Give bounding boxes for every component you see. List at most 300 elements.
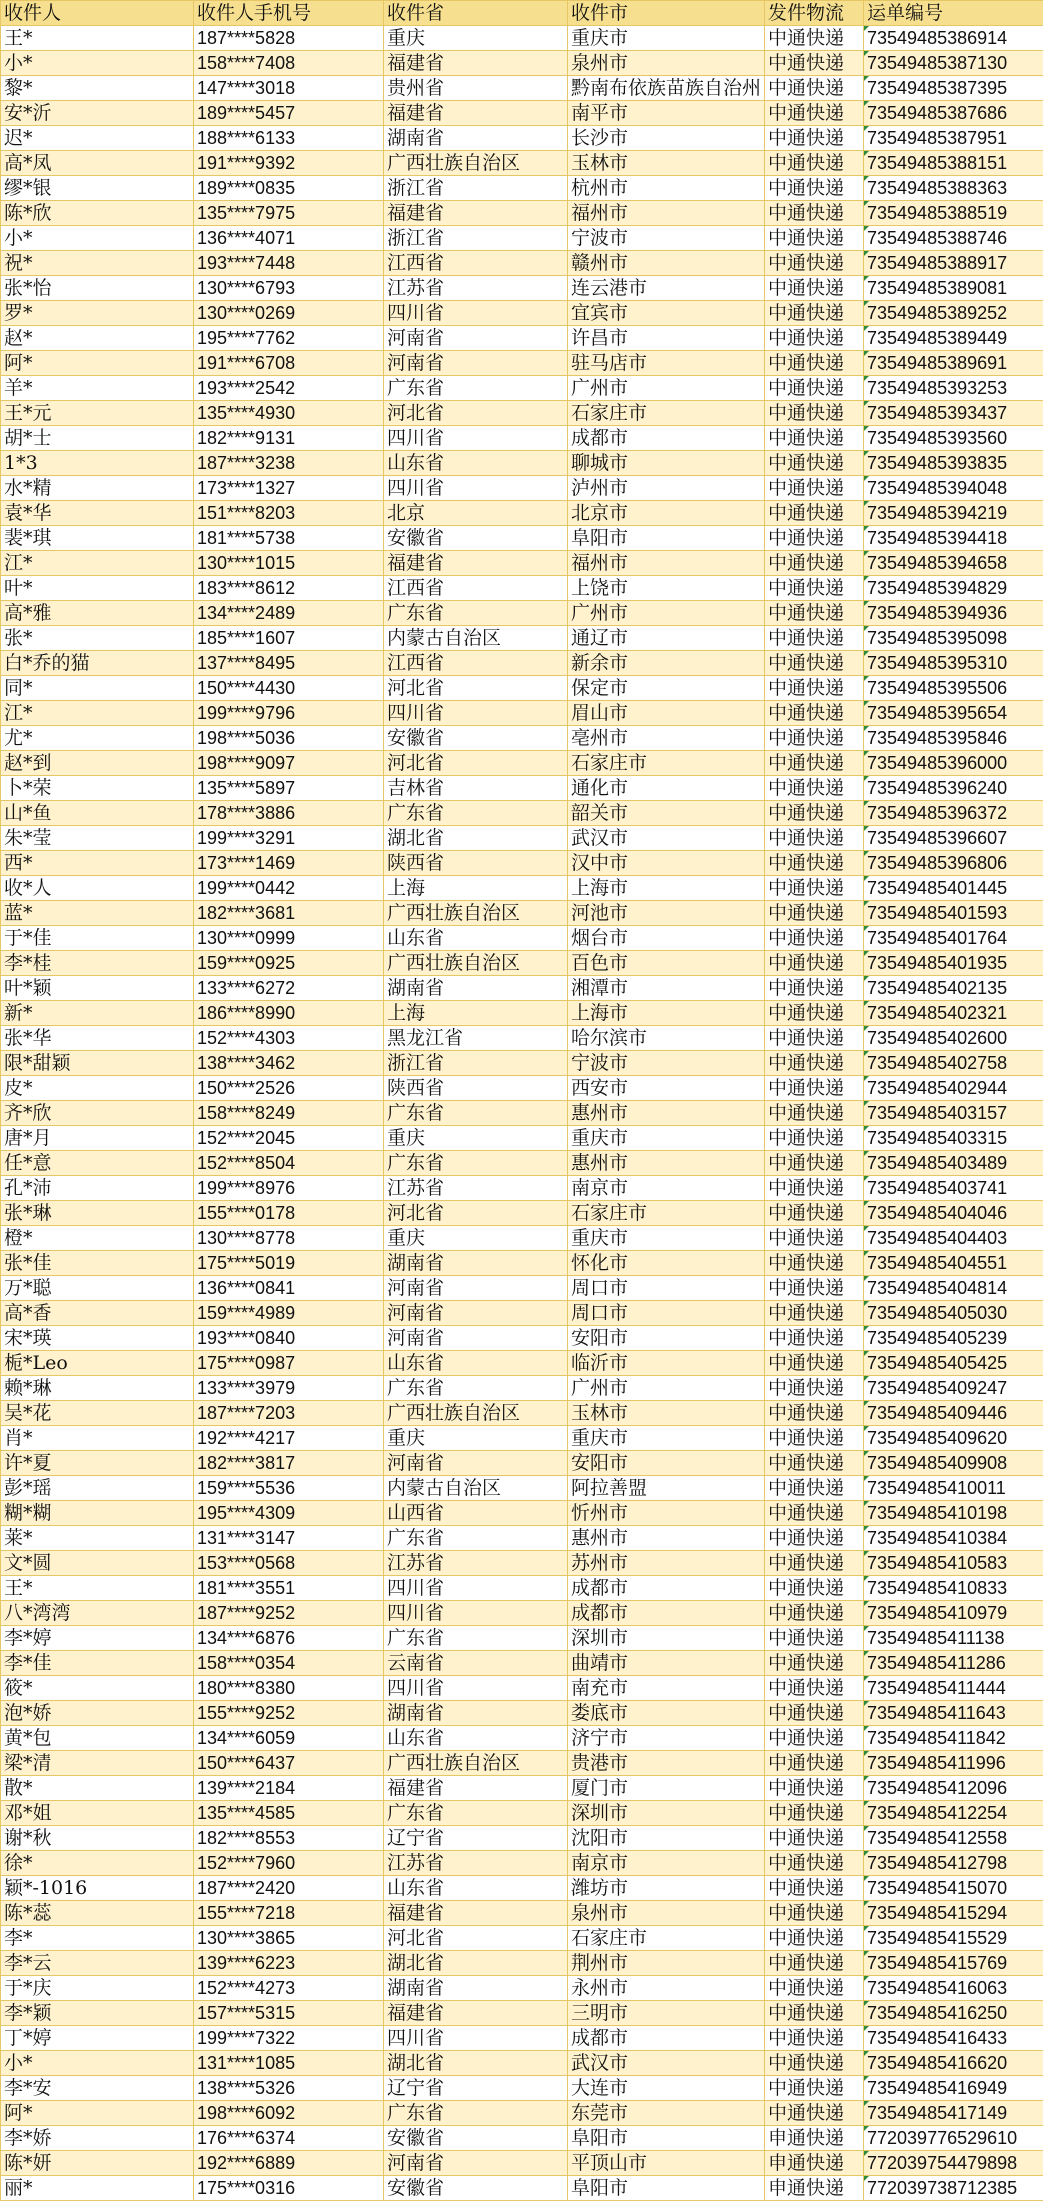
recipient-cell[interactable]: 张*佳 [1,1251,194,1276]
tracking-number-cell[interactable]: 73549485412096 [864,1776,1043,1801]
carrier-cell[interactable]: 中通快递 [765,2076,864,2101]
table-row[interactable] [1,1226,1043,1251]
carrier-cell[interactable]: 中通快递 [765,1676,864,1701]
recipient-cell[interactable]: 莱* [1,1526,194,1551]
recipient-cell[interactable]: 同* [1,676,194,701]
table-row[interactable] [1,1426,1043,1451]
province-cell[interactable]: 广东省 [384,376,568,401]
tracking-number-cell[interactable]: 73549485409908 [864,1451,1043,1476]
tracking-number-cell[interactable]: 73549485404403 [864,1226,1043,1251]
table-row[interactable] [1,101,1043,126]
province-cell[interactable]: 福建省 [384,101,568,126]
province-cell[interactable]: 广东省 [384,1376,568,1401]
carrier-cell[interactable]: 中通快递 [765,726,864,751]
tracking-number-cell[interactable]: 73549485411286 [864,1651,1043,1676]
carrier-cell[interactable]: 中通快递 [765,1926,864,1951]
city-cell[interactable]: 武汉市 [568,2051,765,2076]
city-cell[interactable]: 赣州市 [568,251,765,276]
table-row[interactable] [1,1026,1043,1051]
table-row[interactable] [1,851,1043,876]
city-cell[interactable]: 惠州市 [568,1101,765,1126]
province-cell[interactable]: 河北省 [384,1926,568,1951]
phone-cell[interactable]: 185****1607 [194,626,384,651]
carrier-cell[interactable]: 中通快递 [765,51,864,76]
table-row[interactable] [1,1401,1043,1426]
tracking-number-cell[interactable]: 73549485395846 [864,726,1043,751]
city-cell[interactable]: 广州市 [568,601,765,626]
province-cell[interactable]: 云南省 [384,1651,568,1676]
province-cell[interactable]: 广东省 [384,1151,568,1176]
carrier-cell[interactable]: 中通快递 [765,1251,864,1276]
phone-cell[interactable]: 182****3817 [194,1451,384,1476]
recipient-cell[interactable]: 小* [1,226,194,251]
province-cell[interactable]: 河北省 [384,751,568,776]
city-cell[interactable]: 周口市 [568,1301,765,1326]
table-row[interactable] [1,1551,1043,1576]
province-cell[interactable]: 上海 [384,1001,568,1026]
table-row[interactable] [1,2076,1043,2101]
province-cell[interactable]: 陕西省 [384,851,568,876]
tracking-number-cell[interactable]: 73549485411842 [864,1726,1043,1751]
city-cell[interactable]: 眉山市 [568,701,765,726]
city-cell[interactable]: 通化市 [568,776,765,801]
tracking-number-cell[interactable]: 73549485395098 [864,626,1043,651]
recipient-cell[interactable]: 齐*欣 [1,1101,194,1126]
recipient-cell[interactable]: 安*沂 [1,101,194,126]
recipient-cell[interactable]: 橙* [1,1226,194,1251]
city-cell[interactable]: 成都市 [568,2026,765,2051]
province-cell[interactable]: 湖南省 [384,1976,568,2001]
phone-cell[interactable]: 130****1015 [194,551,384,576]
city-cell[interactable]: 重庆市 [568,26,765,51]
city-cell[interactable]: 烟台市 [568,926,765,951]
recipient-cell[interactable]: 李*娇 [1,2126,194,2151]
table-row[interactable] [1,726,1043,751]
province-cell[interactable]: 广东省 [384,1101,568,1126]
carrier-cell[interactable]: 中通快递 [765,576,864,601]
phone-cell[interactable]: 187****2420 [194,1876,384,1901]
phone-cell[interactable]: 157****5315 [194,2001,384,2026]
province-cell[interactable]: 广西壮族自治区 [384,951,568,976]
province-cell[interactable]: 重庆 [384,1426,568,1451]
tracking-number-cell[interactable]: 73549485411444 [864,1676,1043,1701]
city-cell[interactable]: 苏州市 [568,1551,765,1576]
phone-cell[interactable]: 134****6876 [194,1626,384,1651]
carrier-cell[interactable]: 中通快递 [765,1901,864,1926]
carrier-cell[interactable]: 中通快递 [765,1451,864,1476]
carrier-cell[interactable]: 中通快递 [765,276,864,301]
tracking-number-cell[interactable]: 73549485415294 [864,1901,1043,1926]
table-row[interactable] [1,1051,1043,1076]
phone-cell[interactable]: 192****6889 [194,2151,384,2176]
table-row[interactable] [1,1601,1043,1626]
province-cell[interactable]: 浙江省 [384,226,568,251]
table-row[interactable] [1,1001,1043,1026]
carrier-cell[interactable]: 中通快递 [765,2026,864,2051]
carrier-cell[interactable]: 中通快递 [765,1526,864,1551]
tracking-number-cell[interactable]: 73549485409446 [864,1401,1043,1426]
table-row[interactable] [1,376,1043,401]
phone-cell[interactable]: 175****0316 [194,2176,384,2201]
city-cell[interactable]: 福州市 [568,201,765,226]
table-row[interactable] [1,26,1043,51]
table-row[interactable] [1,1151,1043,1176]
tracking-number-cell[interactable]: 73549485396372 [864,801,1043,826]
province-cell[interactable]: 广东省 [384,801,568,826]
carrier-cell[interactable]: 中通快递 [765,326,864,351]
table-row[interactable] [1,876,1043,901]
carrier-cell[interactable]: 中通快递 [765,1176,864,1201]
city-cell[interactable]: 深圳市 [568,1801,765,1826]
phone-cell[interactable]: 187****7203 [194,1401,384,1426]
city-cell[interactable]: 厦门市 [568,1776,765,1801]
table-row[interactable] [1,1476,1043,1501]
table-row[interactable] [1,451,1043,476]
phone-cell[interactable]: 187****3238 [194,451,384,476]
table-row[interactable] [1,301,1043,326]
table-row[interactable] [1,601,1043,626]
table-row[interactable] [1,1501,1043,1526]
province-cell[interactable]: 山东省 [384,1351,568,1376]
tracking-number-cell[interactable]: 73549485411138 [864,1626,1043,1651]
recipient-cell[interactable]: 西* [1,851,194,876]
phone-cell[interactable]: 135****4930 [194,401,384,426]
tracking-number-cell[interactable]: 73549485395506 [864,676,1043,701]
city-cell[interactable]: 安阳市 [568,1451,765,1476]
province-cell[interactable]: 福建省 [384,201,568,226]
city-cell[interactable]: 通辽市 [568,626,765,651]
table-row[interactable] [1,1076,1043,1101]
city-cell[interactable]: 亳州市 [568,726,765,751]
phone-cell[interactable]: 130****0999 [194,926,384,951]
carrier-cell[interactable]: 中通快递 [765,826,864,851]
city-cell[interactable]: 东莞市 [568,2101,765,2126]
phone-cell[interactable]: 199****0442 [194,876,384,901]
table-row[interactable] [1,326,1043,351]
table-row[interactable] [1,1201,1043,1226]
recipient-cell[interactable]: 张*华 [1,1026,194,1051]
table-row[interactable] [1,801,1043,826]
table-row[interactable] [1,426,1043,451]
header-carrier[interactable]: 发件物流 [765,1,864,26]
table-row[interactable] [1,1451,1043,1476]
tracking-number-cell[interactable]: 73549485394829 [864,576,1043,601]
province-cell[interactable]: 北京 [384,501,568,526]
province-cell[interactable]: 广西壮族自治区 [384,151,568,176]
carrier-cell[interactable]: 中通快递 [765,1826,864,1851]
phone-cell[interactable]: 131****3147 [194,1526,384,1551]
recipient-cell[interactable]: 陈*蕊 [1,1901,194,1926]
province-cell[interactable]: 河南省 [384,1451,568,1476]
province-cell[interactable]: 四川省 [384,1576,568,1601]
phone-cell[interactable]: 158****0354 [194,1651,384,1676]
phone-cell[interactable]: 133****6272 [194,976,384,1001]
province-cell[interactable]: 山东省 [384,926,568,951]
recipient-cell[interactable]: 李*云 [1,1951,194,1976]
table-row[interactable] [1,1776,1043,1801]
phone-cell[interactable]: 186****8990 [194,1001,384,1026]
tracking-number-cell[interactable]: 73549485403741 [864,1176,1043,1201]
tracking-number-cell[interactable]: 73549485417149 [864,2101,1043,2126]
city-cell[interactable]: 泉州市 [568,1901,765,1926]
tracking-number-cell[interactable]: 73549485412558 [864,1826,1043,1851]
carrier-cell[interactable]: 中通快递 [765,451,864,476]
table-row[interactable] [1,76,1043,101]
recipient-cell[interactable]: 张*怡 [1,276,194,301]
recipient-cell[interactable]: 于*佳 [1,926,194,951]
header-city[interactable]: 收件市 [568,1,765,26]
province-cell[interactable]: 山西省 [384,1501,568,1526]
carrier-cell[interactable]: 中通快递 [765,1976,864,2001]
recipient-cell[interactable]: 祝* [1,251,194,276]
carrier-cell[interactable]: 中通快递 [765,501,864,526]
province-cell[interactable]: 河北省 [384,401,568,426]
province-cell[interactable]: 湖北省 [384,826,568,851]
table-row[interactable] [1,2051,1043,2076]
tracking-number-cell[interactable]: 772039754479898 [864,2151,1043,2176]
table-row[interactable] [1,951,1043,976]
recipient-cell[interactable]: 唐*月 [1,1126,194,1151]
recipient-cell[interactable]: 李*婷 [1,1626,194,1651]
table-row[interactable] [1,901,1043,926]
carrier-cell[interactable]: 中通快递 [765,176,864,201]
phone-cell[interactable]: 189****0835 [194,176,384,201]
phone-cell[interactable]: 130****6793 [194,276,384,301]
phone-cell[interactable]: 183****8612 [194,576,384,601]
city-cell[interactable]: 惠州市 [568,1151,765,1176]
table-row[interactable] [1,1276,1043,1301]
recipient-cell[interactable]: 吴*花 [1,1401,194,1426]
tracking-number-cell[interactable]: 73549485387686 [864,101,1043,126]
city-cell[interactable]: 三明市 [568,2001,765,2026]
city-cell[interactable]: 广州市 [568,376,765,401]
table-row[interactable] [1,2126,1043,2151]
tracking-number-cell[interactable]: 73549485396000 [864,751,1043,776]
recipient-cell[interactable]: 江* [1,551,194,576]
province-cell[interactable]: 福建省 [384,551,568,576]
phone-cell[interactable]: 181****3551 [194,1576,384,1601]
carrier-cell[interactable]: 中通快递 [765,426,864,451]
table-row[interactable] [1,2151,1043,2176]
phone-cell[interactable]: 175****0987 [194,1351,384,1376]
phone-cell[interactable]: 191****6708 [194,351,384,376]
phone-cell[interactable]: 159****5536 [194,1476,384,1501]
province-cell[interactable]: 江苏省 [384,1851,568,1876]
carrier-cell[interactable]: 中通快递 [765,1126,864,1151]
recipient-cell[interactable]: 八*湾湾 [1,1601,194,1626]
phone-cell[interactable]: 130****0269 [194,301,384,326]
carrier-cell[interactable]: 中通快递 [765,701,864,726]
city-cell[interactable]: 新余市 [568,651,765,676]
recipient-cell[interactable]: 赵* [1,326,194,351]
carrier-cell[interactable]: 中通快递 [765,776,864,801]
table-row[interactable] [1,1726,1043,1751]
tracking-number-cell[interactable]: 73549485387130 [864,51,1043,76]
carrier-cell[interactable]: 申通快递 [765,2126,864,2151]
carrier-cell[interactable]: 中通快递 [765,2101,864,2126]
city-cell[interactable]: 平顶山市 [568,2151,765,2176]
phone-cell[interactable]: 193****7448 [194,251,384,276]
carrier-cell[interactable]: 中通快递 [765,1501,864,1526]
province-cell[interactable]: 山东省 [384,1876,568,1901]
carrier-cell[interactable]: 中通快递 [765,101,864,126]
tracking-number-cell[interactable]: 73549485394658 [864,551,1043,576]
phone-cell[interactable]: 176****6374 [194,2126,384,2151]
recipient-cell[interactable]: 裴*琪 [1,526,194,551]
city-cell[interactable]: 大连市 [568,2076,765,2101]
city-cell[interactable]: 杭州市 [568,176,765,201]
province-cell[interactable]: 内蒙古自治区 [384,626,568,651]
city-cell[interactable]: 南充市 [568,1676,765,1701]
table-row[interactable] [1,1326,1043,1351]
city-cell[interactable]: 宜宾市 [568,301,765,326]
recipient-cell[interactable]: 高*雅 [1,601,194,626]
city-cell[interactable]: 泉州市 [568,51,765,76]
city-cell[interactable]: 荆州市 [568,1951,765,1976]
tracking-number-cell[interactable]: 73549485389252 [864,301,1043,326]
tracking-number-cell[interactable]: 73549485405030 [864,1301,1043,1326]
recipient-cell[interactable]: 李*安 [1,2076,194,2101]
carrier-cell[interactable]: 中通快递 [765,1801,864,1826]
province-cell[interactable]: 河南省 [384,2151,568,2176]
tracking-number-cell[interactable]: 73549485388151 [864,151,1043,176]
recipient-cell[interactable]: 朱*莹 [1,826,194,851]
province-cell[interactable]: 广西壮族自治区 [384,1751,568,1776]
phone-cell[interactable]: 147****3018 [194,76,384,101]
province-cell[interactable]: 安徽省 [384,2176,568,2201]
city-cell[interactable]: 曲靖市 [568,1651,765,1676]
table-row[interactable] [1,1301,1043,1326]
phone-cell[interactable]: 198****5036 [194,726,384,751]
carrier-cell[interactable]: 中通快递 [765,526,864,551]
province-cell[interactable]: 四川省 [384,2026,568,2051]
city-cell[interactable]: 北京市 [568,501,765,526]
carrier-cell[interactable]: 中通快递 [765,76,864,101]
table-row[interactable] [1,151,1043,176]
tracking-number-cell[interactable]: 73549485393253 [864,376,1043,401]
tracking-number-cell[interactable]: 73549485393835 [864,451,1043,476]
tracking-number-cell[interactable]: 73549485410011 [864,1476,1043,1501]
tracking-number-cell[interactable]: 73549485389449 [864,326,1043,351]
phone-cell[interactable]: 159****4989 [194,1301,384,1326]
city-cell[interactable]: 玉林市 [568,1401,765,1426]
tracking-number-cell[interactable]: 73549485410384 [864,1526,1043,1551]
city-cell[interactable]: 深圳市 [568,1626,765,1651]
recipient-cell[interactable]: 王* [1,26,194,51]
city-cell[interactable]: 重庆市 [568,1126,765,1151]
recipient-cell[interactable]: 张* [1,626,194,651]
recipient-cell[interactable]: 水*精 [1,476,194,501]
table-row[interactable] [1,2026,1043,2051]
table-row[interactable] [1,251,1043,276]
recipient-cell[interactable]: 限*甜颖 [1,1051,194,1076]
tracking-number-cell[interactable]: 73549485410198 [864,1501,1043,1526]
recipient-cell[interactable]: 万*聪 [1,1276,194,1301]
recipient-cell[interactable]: 胡*士 [1,426,194,451]
phone-cell[interactable]: 130****3865 [194,1926,384,1951]
recipient-cell[interactable]: 阿* [1,2101,194,2126]
city-cell[interactable]: 百色市 [568,951,765,976]
table-row[interactable] [1,776,1043,801]
recipient-cell[interactable]: 丁*婷 [1,2026,194,2051]
table-row[interactable] [1,1701,1043,1726]
recipient-cell[interactable]: 羊* [1,376,194,401]
tracking-number-cell[interactable]: 73549485412254 [864,1801,1043,1826]
tracking-number-cell[interactable]: 73549485394418 [864,526,1043,551]
table-row[interactable] [1,276,1043,301]
phone-cell[interactable]: 139****6223 [194,1951,384,1976]
tracking-number-cell[interactable]: 73549485410979 [864,1601,1043,1626]
province-cell[interactable]: 内蒙古自治区 [384,1476,568,1501]
table-row[interactable] [1,676,1043,701]
carrier-cell[interactable]: 中通快递 [765,1001,864,1026]
table-row[interactable] [1,501,1043,526]
header-recipient[interactable]: 收件人 [1,1,194,26]
city-cell[interactable]: 惠州市 [568,1526,765,1551]
city-cell[interactable]: 保定市 [568,676,765,701]
recipient-cell[interactable]: 小* [1,51,194,76]
recipient-cell[interactable]: 收*人 [1,876,194,901]
phone-cell[interactable]: 152****2045 [194,1126,384,1151]
table-row[interactable] [1,1901,1043,1926]
city-cell[interactable]: 石家庄市 [568,1201,765,1226]
carrier-cell[interactable]: 中通快递 [765,2051,864,2076]
city-cell[interactable]: 重庆市 [568,1426,765,1451]
city-cell[interactable]: 广州市 [568,1376,765,1401]
recipient-cell[interactable]: 陈*妍 [1,2151,194,2176]
carrier-cell[interactable]: 中通快递 [765,901,864,926]
city-cell[interactable]: 韶关市 [568,801,765,826]
province-cell[interactable]: 浙江省 [384,1051,568,1076]
carrier-cell[interactable]: 中通快递 [765,551,864,576]
recipient-cell[interactable]: 陈*欣 [1,201,194,226]
phone-cell[interactable]: 150****4430 [194,676,384,701]
tracking-number-cell[interactable]: 73549485386914 [864,26,1043,51]
phone-cell[interactable]: 155****9252 [194,1701,384,1726]
recipient-cell[interactable]: 于*庆 [1,1976,194,2001]
carrier-cell[interactable]: 申通快递 [765,2176,864,2201]
carrier-cell[interactable]: 中通快递 [765,1276,864,1301]
city-cell[interactable]: 临沂市 [568,1351,765,1376]
table-row[interactable] [1,126,1043,151]
carrier-cell[interactable]: 中通快递 [765,1076,864,1101]
phone-cell[interactable]: 138****5326 [194,2076,384,2101]
carrier-cell[interactable]: 中通快递 [765,1051,864,1076]
tracking-number-cell[interactable]: 73549485411996 [864,1751,1043,1776]
phone-cell[interactable]: 199****8976 [194,1176,384,1201]
province-cell[interactable]: 四川省 [384,301,568,326]
carrier-cell[interactable]: 中通快递 [765,376,864,401]
recipient-cell[interactable]: 山*鱼 [1,801,194,826]
recipient-cell[interactable]: 颖*-1016 [1,1876,194,1901]
phone-cell[interactable]: 158****8249 [194,1101,384,1126]
tracking-number-cell[interactable]: 73549485401764 [864,926,1043,951]
phone-cell[interactable]: 193****2542 [194,376,384,401]
table-row[interactable] [1,1801,1043,1826]
table-row[interactable] [1,1101,1043,1126]
carrier-cell[interactable]: 中通快递 [765,626,864,651]
phone-cell[interactable]: 152****4303 [194,1026,384,1051]
tracking-number-cell[interactable]: 73549485396240 [864,776,1043,801]
carrier-cell[interactable]: 中通快递 [765,1626,864,1651]
province-cell[interactable]: 辽宁省 [384,1826,568,1851]
tracking-number-cell[interactable]: 73549485402758 [864,1051,1043,1076]
table-row[interactable] [1,926,1043,951]
recipient-cell[interactable]: 1*3 [1,451,194,476]
recipient-cell[interactable]: 叶* [1,576,194,601]
province-cell[interactable]: 河南省 [384,1326,568,1351]
city-cell[interactable]: 长沙市 [568,126,765,151]
